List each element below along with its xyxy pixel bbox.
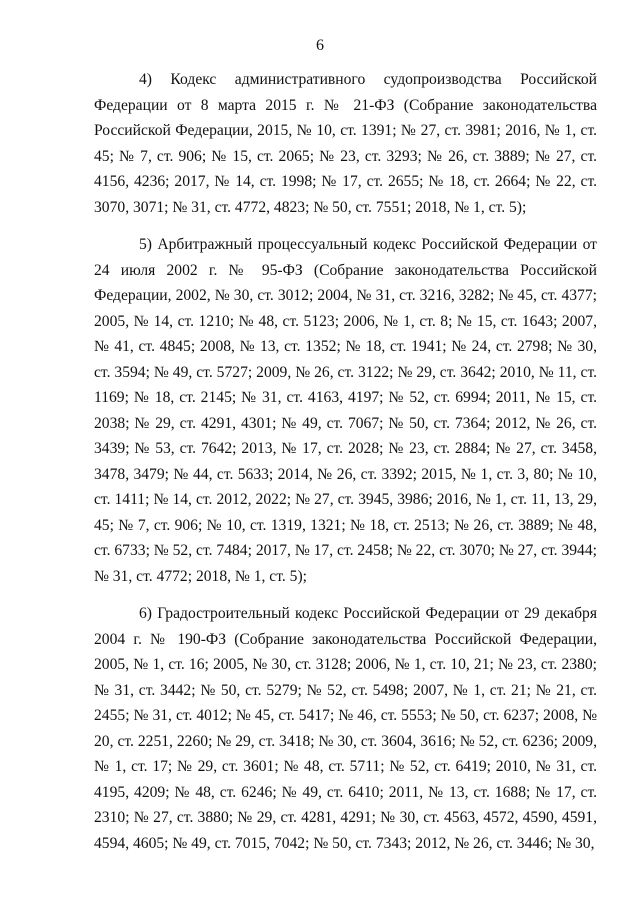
page-number: 6 [316,37,324,54]
paragraph-item-5: 5) Арбитражный процессуальный кодекс Российской Федерации от 24 июля 2002 г. № 95-ФЗ (Собрание законодательства Российской Федерации, 2002, № 30, ст. 3012; 2004, № 31, ст. 3216, 3282; № 45, ст. 4377; 2005, № 14, ст. 1210; № 48, ст. 5123; 2006, № 1, ст. 8; № 15, ст. 1643; 2007, № 41, ст. 4845; 2008, № 13, ст. 1352; № 18, ст. 1941; № 24, ст. 2798; № 30, ст. 3594; № 49, ст. 5727; 2009, № 26, ст. 3122; № 29, ст. 3642; 2010, № 11, ст. 1169; № 18, ст. 2145; № 31, ст. 4163, 4197; № 52, ст. 6994; 2011, № 15, ст. 2038; № 29, ст. 4291, 4301; № 49, ст. 7067; № 50, ст. 7364; 2012, № 26, ст. 3439; № 53, ст. 7642; 2013, № 17, ст. 2028; № 23, ст. 2884; № 27, ст. 3458, 3478, 3479; № 44, ст. 5633; 2014, № 26, ст. 3392; 2015, № 1, ст. 3, 80; № 10, ст. 1411; № 14, ст. 2012, 2022; № 27, ст. 3945, 3986; 2016, № 1, ст. 11, 13, 29, 45; № 7, ст. 906; № 10, ст. 1319, 1321; № 18, ст. 2513; № 26, ст. 3889; № 48, ст. 6733; № 52, ст. 7484; 2017, № 17, ст. 2458; № 22, ст. 3070; № 27, ст. 3944; № 31, ст. 4772; 2018, № 1, ст. 5); [94,236,597,585]
paragraph-item-4: 4) Кодекс административного судопроизводства Российской Федерации от 8 марта 2015 г. № 21-ФЗ (Собрание законодательства Российской Федерации, 2015, № 10, ст. 1391; № 27, ст. 3981; 2016, № 1, ст. 45; № 7, ст. 906; № 15, ст. 2065; № 23, ст. 3293; № 26, ст. 3889; № 27, ст. 4156, 4236; 2017, № 14, ст. 1998; № 17, ст. 2655; № 18, ст. 2664; № 22, ст. 3070, 3071; № 31, ст. 4772, 4823; № 50, ст. 7551; 2018, № 1, ст. 5); [94,71,597,216]
paragraph-item-6: 6) Градостроительный кодекс Российской Федерации от 29 декабря 2004 г. № 190-ФЗ (Собрание законодательства Российской Федерации, 2005, № 1, ст. 16; 2005, № 30, ст. 3128; 2006, № 1, ст. 10, 21; № 23, ст. 2380; № 31, ст. 3442; № 50, ст. 5279; № 52, ст. 5498; 2007, № 1, ст. 21; № 21, ст. 2455; № 31, ст. 4012; № 45, ст. 5417; № 46, ст. 5553; № 50, ст. 6237; 2008, № 20, ст. 2251, 2260; № 29, ст. 3418; № 30, ст. 3604, 3616; № 52, ст. 6236; 2009, № 1, ст. 17; № 29, ст. 3601; № 48, ст. 5711; № 52, ст. 6419; 2010, № 31, ст. 4195, 4209; № 48, ст. 6246; № 49, ст. 6410; 2011, № 13, ст. 1688; № 17, ст. 2310; № 27, ст. 3880; № 29, ст. 4281, 4291; № 30, ст. 4563, 4572, 4590, 4591, 4594, 4605; № 49, ст. 7015, 7042; № 50, ст. 7343; 2012, № 26, ст. 3446; № 30, [94,605,597,852]
document-body [94,67,597,856]
